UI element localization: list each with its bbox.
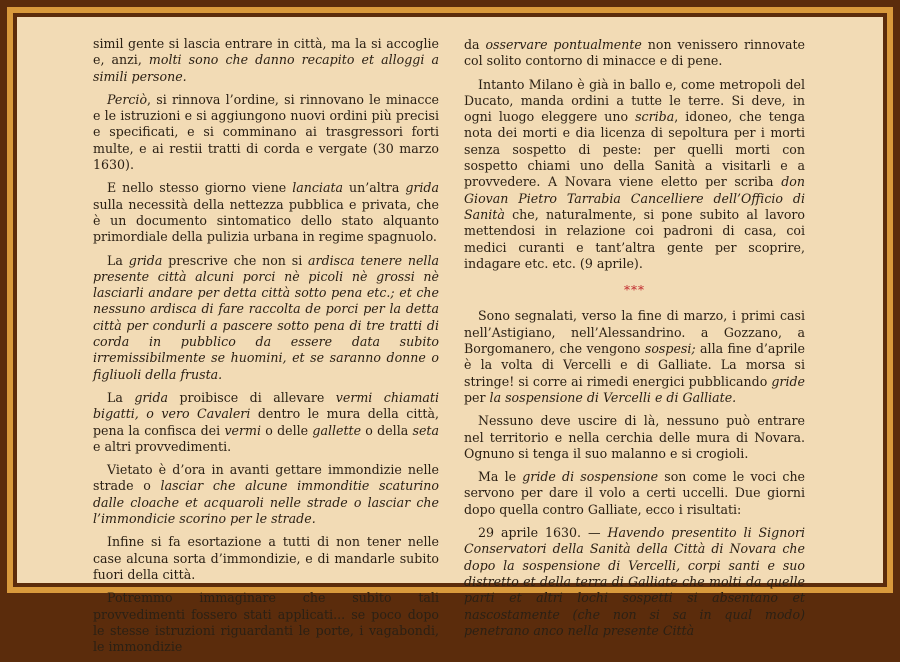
book-page [17,17,883,655]
paragraph: E nello stesso giorno viene lanciata un’altra grida sulla necessità della nettezza pubblica e privata, che è un documento sintomatico dello stato alquanto primordiale della pulizia urbana in regime spagnuolo. [93,180,439,245]
paragraph: Ma le gride di sospensione son come le voci che servono per dare il volo a certi uccelli. Due giorni dopo quella contro Galliate, ecco i risultati: [464,469,806,517]
paragraph: La grida prescrive che non si ardisca tenere nella presente città alcuni porci nè picoli nè grossi nè lasciarli andare per detta città sotto pena etc.; et che nessuno ardisca di fare raccolta de porci per la detta città per condurli a pascere sotto pena di tre tratti di corda in pubblico da essere data subito irremissibilmente se huomini, et se saranno donne o figliuoli della frusta. [93,252,439,382]
paragraph: Nessuno deve uscire di là, nessuno può entrare nel territorio e nella cerchia delle mura di Novara. Ognuno si tenga il suo malanno e si crogioli. [464,413,805,461]
right-column [464,37,805,646]
inner-border [13,13,887,655]
section-separator: *** [624,283,645,298]
paragraph: 29 aprile 1630. — Havendo presentito li Signori Conservatori della Sanità della Città di Novara che dopo la sospensione di Vercelli, corpi santi e suo distretto et della terra di Galliate che molti da quelle parti et altri lochi sospetti si absentano et nascostamente (che non si sa in qual modo) penetrano anco nella presente Città [464,525,805,638]
paragraph: Infine si fa esortazione a tutti di non tener nelle case alcuna sorta d’immondizie, e di mandarle subito fuori della città. [93,534,439,582]
left-column [93,36,439,662]
paragraph: simil gente si lascia entrare in città, ma la si accoglie e, anzi, molti sono che danno recapito et alloggi a simili persone. [93,36,439,84]
paragraph: da osservare pontualmente non venissero rinnovate col solito contorno di minacce e di pene. [464,37,805,69]
paragraph: Vietato è d’ora in avanti gettare immondizie nelle strade o lasciar che alcune immonditie scaturino dalle cloache et acquaroli nelle strade o lasciar che l’immondicie scorino per le strade. [93,462,439,527]
paragraph: Sono segnalati, verso la fine di marzo, i primi casi nell’Astigiano, nell’Alessandrino. a Gozzano, a Borgomanero, che vengono sospesi; alla fine d’aprile è la volta di Vercelli e di Galliate. La morsa si stringe! si corre ai rimedi energici pubblicando gride per la sospensione di Vercelli e di Galliate. [464,308,805,405]
paragraph: La grida proibisce di allevare vermi chiamati bigatti, o vero Cavaleri dentro le mura della città, pena la confisca dei vermi o delle gallette o della seta e altri provvedimenti. [93,389,440,454]
paragraph: Perciò, si rinnova l’ordine, si rinnovano le minacce e le istruzioni e si aggiungono nuovi ordini più precisi e specificati, e si comminano ai trasgressori forti multe, e ai restii tratti di corda e vergate (30 marzo 1630). [93,91,439,173]
gold-border [7,7,893,655]
paragraph: Potremmo immaginare che subito tali provvedimenti fossero stati applicati... se poco dopo le stesse istruzioni riguardanti le porte, i vagabondi, le immondizie [93,590,439,655]
paragraph: Intanto Milano è già in ballo e, come metropoli del Ducato, manda ordini a tutte le terre. Si deve, in ogni luogo eleggere uno scriba, idoneo, che tenga nota dei morti e dia licenza di sepoltura per i morti senza sospetto di peste: per quelli morti con sospetto chiami uno della Sanità a visitarli e a provvedere. A Novara viene eletto per scriba don Giovan Pietro Tarrabia Cancelliere dell’Officio di Sanità che, naturalmente, si pone subito al lavoro mettendosi in relazione coi padroni di casa, coi medici curanti e tant’altra gente per scoprire, indagare etc. etc. (9 aprile). [464,76,805,271]
